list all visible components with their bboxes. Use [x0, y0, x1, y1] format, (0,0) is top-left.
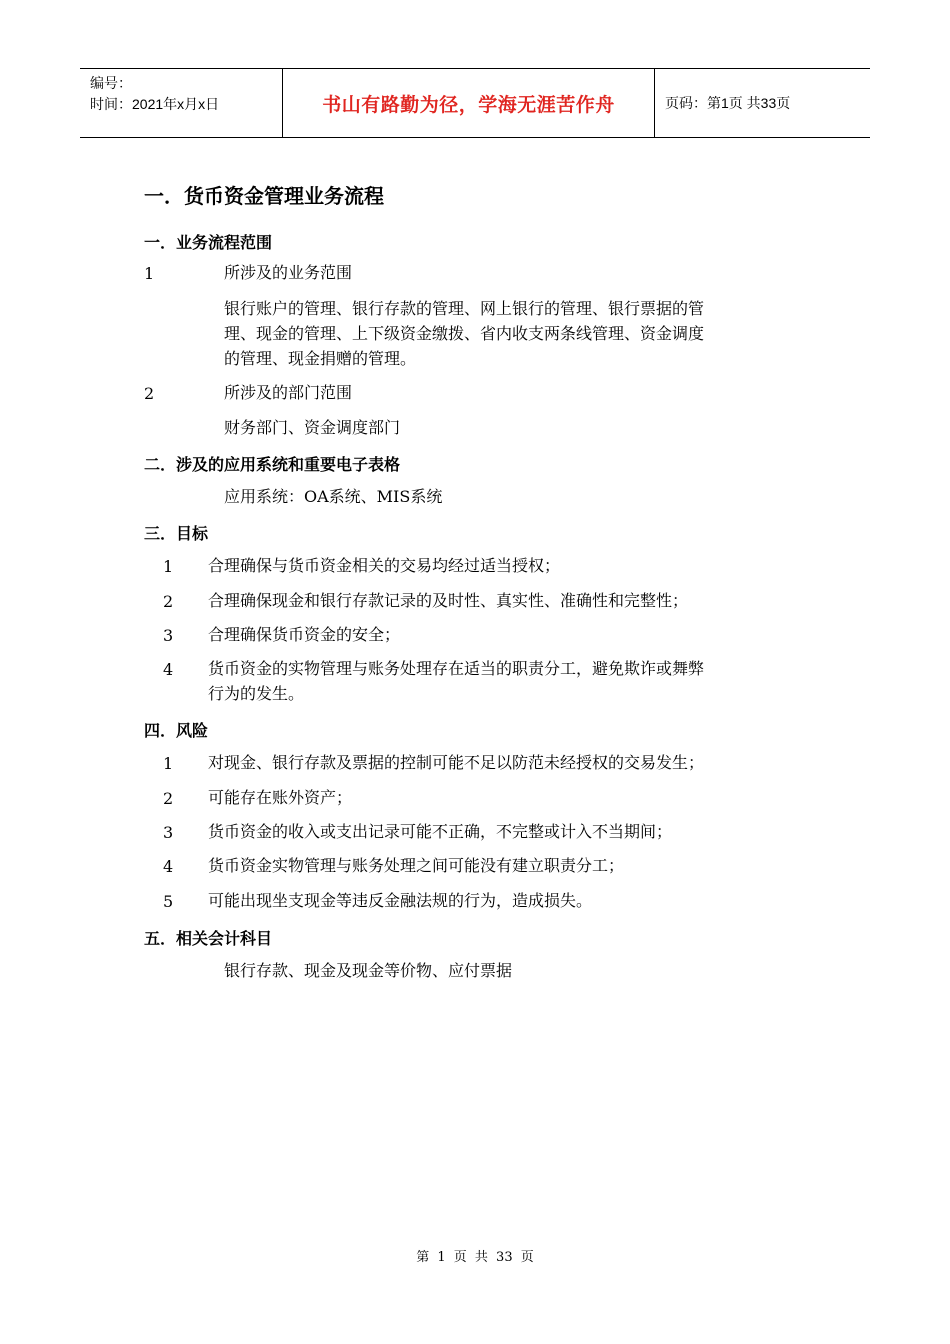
paragraph-line: 财务部门、资金调度部门	[224, 418, 401, 437]
paragraph-line: 理、现金的管理、上下级资金缴拨、省内收支两条线管理、资金调度	[224, 324, 705, 343]
list-item-text: 可能存在账外资产；	[208, 788, 353, 807]
page-header-table	[80, 68, 870, 138]
list-item-text: 合理确保与货币资金相关的交易均经过适当授权；	[208, 556, 561, 575]
list-item-text: 合理确保货币资金的安全；	[208, 625, 401, 644]
list-number: 4	[163, 857, 174, 876]
section-heading-systems: 二．涉及的应用系统和重要电子表格	[144, 455, 401, 474]
list-number: 2	[144, 384, 155, 403]
document-number-label: 编号：	[90, 75, 132, 91]
document-title: 一．货币资金管理业务流程	[144, 184, 384, 208]
list-item-text: 对现金、银行存款及票据的控制可能不足以防范未经授权的交易发生；	[208, 753, 705, 772]
subsection-label: 所涉及的部门范围	[224, 383, 353, 402]
header-page-number: 页码：第1页 共33页	[665, 95, 791, 111]
list-item-text: 货币资金的收入或支出记录可能不正确，不完整或计入不当期间；	[208, 822, 673, 841]
subsection-label: 所涉及的业务范围	[224, 263, 353, 282]
header-motto: 书山有路勤为径，学海无涯苦作舟	[322, 93, 615, 116]
list-item-text: 行为的发生。	[208, 684, 305, 703]
list-item-text: 合理确保现金和银行存款记录的及时性、真实性、准确性和完整性；	[208, 591, 689, 610]
header-page-cell	[655, 69, 870, 137]
list-number: 3	[163, 626, 174, 645]
list-number: 1	[163, 754, 174, 773]
list-number: 1	[144, 264, 155, 283]
list-number: 2	[163, 789, 174, 808]
document-date-label: 时间：2021年x月x日	[90, 96, 220, 112]
list-number: 1	[163, 557, 174, 576]
list-item-text: 货币资金的实物管理与账务处理存在适当的职责分工，避免欺诈或舞弊	[208, 659, 705, 678]
list-item-text: 可能出现坐支现金等违反金融法规的行为，造成损失。	[208, 891, 593, 910]
list-item-text: 货币资金实物管理与账务处理之间可能没有建立职责分工；	[208, 856, 625, 875]
list-number: 4	[163, 660, 174, 679]
header-meta-cell	[80, 69, 282, 137]
list-number: 5	[163, 892, 174, 911]
list-number: 2	[163, 592, 174, 611]
section-heading-scope: 一．业务流程范围	[144, 233, 273, 252]
paragraph-line: 银行存款、现金及现金等价物、应付票据	[224, 961, 513, 980]
section-heading-goals: 三．目标	[144, 524, 209, 543]
page-footer: 第 1 页 共 33 页	[416, 1250, 534, 1265]
section-heading-accounts: 五．相关会计科目	[144, 929, 273, 948]
paragraph-line: 应用系统：OA系统、MIS系统	[224, 487, 443, 506]
paragraph-line: 的管理、现金捐赠的管理。	[224, 349, 417, 368]
list-number: 3	[163, 823, 174, 842]
section-heading-risks: 四．风险	[144, 721, 209, 740]
header-motto-cell	[282, 69, 655, 137]
paragraph-line: 银行账户的管理、银行存款的管理、网上银行的管理、银行票据的管	[224, 299, 705, 318]
